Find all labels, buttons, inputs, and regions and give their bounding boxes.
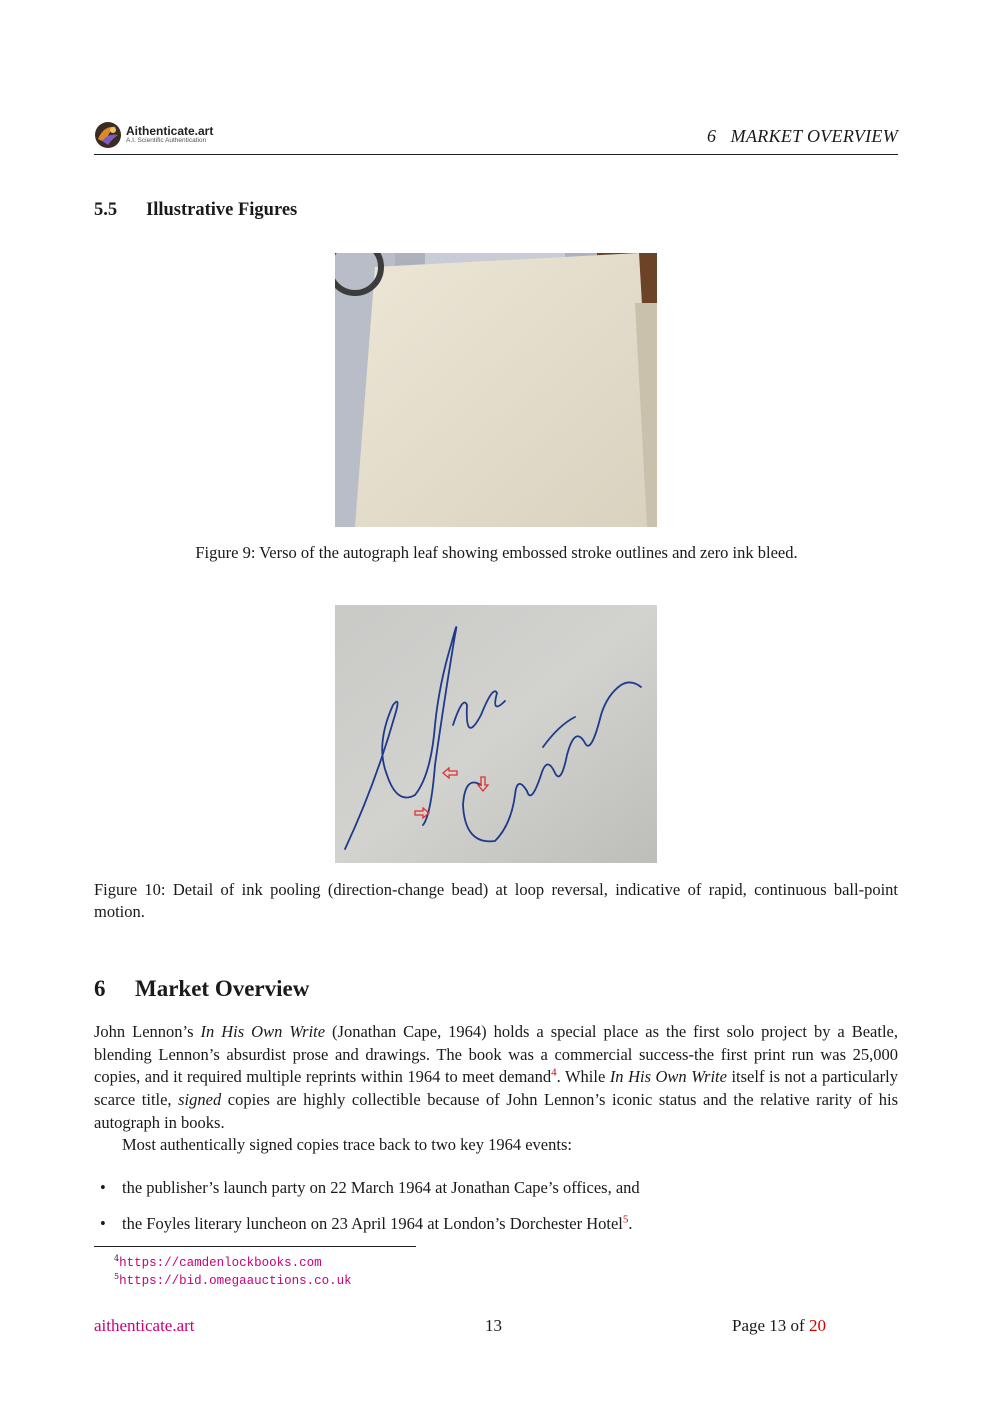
book-title: In His Own Write — [609, 1067, 727, 1087]
footnote-ref-4[interactable]: 4 — [551, 1066, 557, 1079]
logo-icon — [94, 121, 122, 149]
text-run: (Jonathan Cape, 1964) holds a special place as the first solo project by a Beatle, blending Lennon’s absurdist prose and drawings. The book was a commercial success-the first print run was 25,000 copies, and it required multiple reprints within 1964 to meet demand — [94, 1022, 898, 1087]
footnote-5 — [114, 1268, 352, 1290]
list-item — [94, 1212, 898, 1248]
text-run: itself is not a particularly scarce title, — [94, 1067, 898, 1110]
text-run: copies are highly collectible because of John Lennon’s iconic status and the relative rarity of his autograph in books. — [94, 1090, 899, 1132]
section-number: 6 — [94, 976, 106, 1001]
logo — [94, 120, 213, 150]
page-header — [94, 118, 898, 155]
figure-10-image — [335, 605, 657, 863]
logo-title: Aithenticate.art — [126, 124, 214, 139]
footer-site-link[interactable]: aithenticate.art — [94, 1316, 195, 1335]
text-run: . — [628, 1214, 633, 1233]
footnote-link[interactable]: https://bid.omegaauctions.co.uk — [119, 1274, 352, 1289]
section-heading — [94, 976, 309, 1002]
text-run: . While — [556, 1067, 610, 1087]
footnote-rule — [94, 1246, 416, 1247]
figure-9-caption: Figure 9: Verso of the autograph leaf showing embossed stroke outlines and zero ink bleed. — [195, 543, 798, 562]
list-item-text: the Foyles literary luncheon on 23 April 1964 at London’s Dorchester Hotel — [122, 1214, 623, 1233]
running-head: 6 MARKET OVERVIEW — [706, 126, 898, 146]
logo-subtitle: A.I. Scientific Authentication — [126, 137, 207, 145]
subsection-number: 5.5 — [94, 200, 118, 220]
paragraph-2: Most authentically signed copies trace back to two key 1964 events: — [122, 1135, 572, 1154]
book-title: In His Own Write — [200, 1022, 326, 1041]
subsection-heading — [94, 200, 297, 221]
list-item — [94, 1176, 898, 1212]
bullet-icon: • — [100, 1214, 106, 1233]
footnote-ref-5[interactable]: 5 — [622, 1213, 629, 1226]
figure-9-image — [335, 253, 657, 527]
event-list — [94, 1176, 898, 1248]
bullet-icon: • — [100, 1178, 106, 1197]
page-total-link[interactable]: 20 — [808, 1316, 826, 1335]
list-item-text: the publisher’s launch party on 22 March 1964 at Jonathan Cape’s offices, and — [122, 1178, 640, 1197]
paragraph-1 — [94, 1021, 898, 1135]
text-run: John Lennon’s — [94, 1022, 201, 1041]
figure-10-caption: Figure 10: Detail of ink pooling (direction-change bead) at loop reversal, indicative of rapid, continuous ball-point motion. — [94, 880, 898, 921]
section-title: Market Overview — [135, 976, 310, 1001]
emphasis: signed — [178, 1090, 222, 1110]
page-label: Page 13 of — [732, 1316, 809, 1335]
footer-page-number: 13 — [485, 1316, 502, 1335]
footer-page-count — [732, 1316, 826, 1336]
subsection-title: Illustrative Figures — [146, 200, 298, 220]
footnote-mark: 4 — [114, 1254, 120, 1263]
footnote-link[interactable]: https://camdenlockbooks.com — [119, 1256, 322, 1271]
footnote-mark: 5 — [114, 1272, 120, 1281]
